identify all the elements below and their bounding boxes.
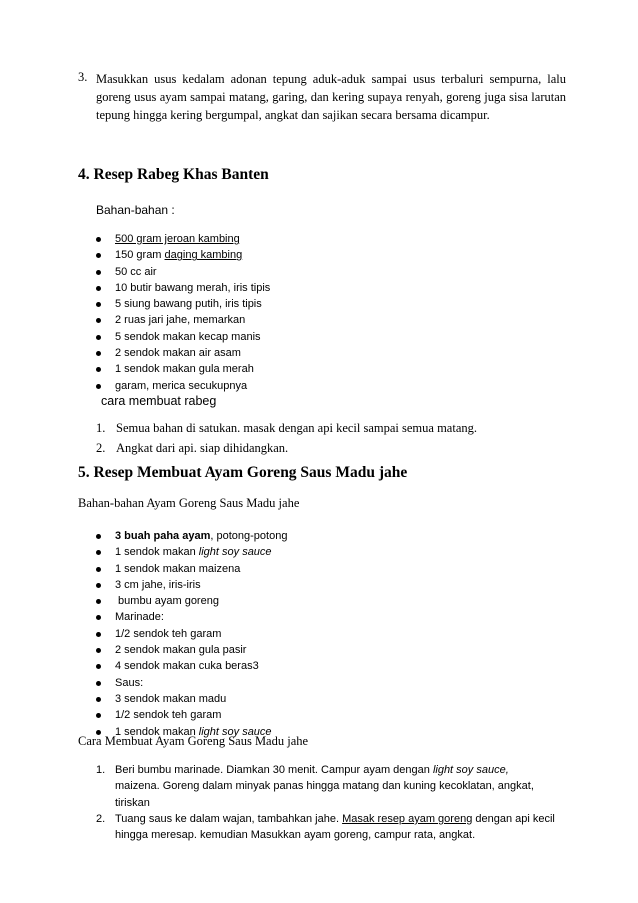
step-text: Semua bahan di satukan. masak dengan api kecil sampai semua matang.	[116, 421, 477, 435]
list-item	[96, 642, 516, 658]
list-item	[96, 593, 516, 609]
ingredient-text: 3 sendok makan madu	[115, 692, 227, 705]
list-item	[96, 296, 516, 312]
bullet-icon	[96, 615, 101, 620]
bullet-icon	[96, 367, 101, 372]
bullet-icon	[96, 713, 101, 718]
bullet-icon	[96, 599, 101, 604]
bullet-icon	[96, 632, 101, 637]
step-item	[96, 811, 556, 844]
bullet-icon	[96, 697, 101, 702]
section4-bahan-label: Bahan-bahan :	[96, 203, 175, 217]
list-item	[96, 247, 516, 263]
list-item	[96, 577, 516, 593]
section4-ingredient-list	[96, 231, 516, 394]
bullet-icon	[96, 318, 101, 323]
list-item	[96, 561, 516, 577]
ingredient-text: 4 sendok makan cuka beras3	[115, 660, 259, 673]
step-text-part: Tuang saus ke dalam wajan, tambahkan jahe.	[115, 812, 343, 825]
list-item	[96, 691, 516, 707]
recipe-link[interactable]: Masak resep ayam goreng	[342, 812, 473, 825]
ingredient-text: 1 sendok makan	[115, 546, 199, 559]
step-number: 1.	[96, 764, 106, 776]
step3-number: 3.	[78, 70, 88, 84]
step-item	[96, 438, 536, 458]
ingredient-text: , potong-potong	[210, 530, 288, 542]
list-item	[96, 378, 516, 394]
step-number: 2.	[96, 812, 106, 825]
section5-heading: 5. Resep Membuat Ayam Goreng Saus Madu jahe	[78, 464, 408, 481]
bullet-icon	[96, 335, 101, 340]
ingredient-bold: 3 buah paha ayam	[115, 530, 211, 542]
bullet-icon	[96, 384, 101, 389]
bullet-icon	[96, 534, 101, 539]
ingredient-text: 10 butir bawang merah, iris tipis	[115, 281, 271, 294]
bullet-icon	[96, 664, 101, 669]
step3-text: Masukkan usus kedalam adonan tepung aduk-aduk sampai usus terbaluri sempurna, lalu goreng usus ayam sampai matang, garing, dan kering supaya renyah, goreng juga sisa larutan tepung hingga kering bergumpal, angkat dan sajikan secara bersama dicampur.	[96, 72, 566, 122]
ingredient-text: 2 sendok makan air asam	[115, 347, 241, 360]
list-item	[96, 609, 516, 625]
step-text	[115, 811, 556, 844]
list-item	[96, 658, 516, 674]
bullet-icon	[96, 270, 101, 275]
section4-steps	[96, 418, 536, 458]
ingredient-text: bumbu ayam goreng	[115, 595, 219, 608]
ingredient-text: Marinade:	[115, 611, 164, 624]
step-number: 1.	[96, 421, 106, 435]
step-text	[115, 762, 556, 811]
list-item	[96, 675, 516, 691]
list-item	[96, 626, 516, 642]
bullet-icon	[96, 567, 101, 572]
list-item	[96, 280, 516, 296]
ingredient-text: 3 cm jahe, iris-iris	[115, 578, 201, 591]
ingredient-text: 1/2 sendok teh garam	[115, 709, 222, 722]
step-text-italic: light soy sauce,	[432, 764, 509, 776]
ingredient-text: 1 sendok makan maizena	[115, 562, 241, 575]
ingredient-text: 1 sendok makan	[115, 725, 199, 738]
ingredient-text: 5 sendok makan kecap manis	[115, 330, 261, 343]
ingredient-text: 150 gram	[115, 249, 165, 262]
section5-bahan-label: Bahan-bahan Ayam Goreng Saus Madu jahe	[78, 496, 300, 510]
list-item	[96, 707, 516, 723]
bullet-icon	[96, 550, 101, 555]
ingredient-link[interactable]: 500 gram jeroan kambing	[115, 233, 240, 245]
step-text: Angkat dari api. siap dihidangkan.	[116, 441, 289, 455]
step-text-part: maizena. Goreng dalam minyak panas hingga matang dan kuning kecoklatan, angkat, tiriskan	[115, 780, 534, 809]
list-item	[96, 528, 516, 544]
list-item	[96, 361, 516, 377]
step-text-part: Beri bumbu marinade. Diamkan 30 menit. Campur ayam dengan	[115, 764, 433, 776]
bullet-icon	[96, 648, 101, 653]
section5-cara-label: Cara Membuat Ayam Goreng Saus Madu jahe	[78, 734, 309, 748]
bullet-icon	[96, 583, 101, 588]
step-number: 2.	[96, 441, 106, 455]
step-item	[96, 762, 556, 811]
ingredient-text: 2 ruas jari jahe, memarkan	[115, 314, 246, 327]
step-item	[96, 418, 536, 438]
list-item	[96, 312, 516, 328]
ingredient-italic: light soy sauce	[198, 725, 272, 738]
bullet-icon	[96, 253, 101, 258]
ingredient-link[interactable]: daging kambing	[164, 249, 243, 262]
ingredient-text: 1/2 sendok teh garam	[115, 627, 222, 640]
ingredient-text: Saus:	[115, 676, 144, 689]
bullet-icon	[96, 351, 101, 356]
ingredient-italic: light soy sauce	[198, 546, 272, 559]
list-item	[96, 264, 516, 280]
bullet-icon	[96, 237, 101, 242]
ingredient-text: 2 sendok makan gula pasir	[115, 644, 247, 657]
ingredient-text: garam, merica secukupnya	[115, 379, 248, 392]
ingredient-text: 1 sendok makan gula merah	[115, 363, 254, 376]
bullet-icon	[96, 302, 101, 307]
step-text-part: dengan api kecil hingga meresap. kemudian Masukkan ayam goreng, campur rata, angkat.	[115, 812, 555, 842]
section4-cara-label: cara membuat rabeg	[101, 394, 217, 408]
bullet-icon	[96, 286, 101, 291]
bullet-icon	[96, 681, 101, 686]
list-item	[96, 231, 516, 247]
list-item	[96, 544, 516, 560]
ingredient-text: 5 siung bawang putih, iris tipis	[115, 298, 262, 311]
section5-steps	[96, 762, 556, 843]
section4-heading: 4. Resep Rabeg Khas Banten	[78, 166, 269, 183]
ingredient-text: 50 cc air	[115, 265, 157, 278]
section5-ingredient-list	[96, 528, 516, 740]
list-item	[96, 329, 516, 345]
list-item	[96, 345, 516, 361]
